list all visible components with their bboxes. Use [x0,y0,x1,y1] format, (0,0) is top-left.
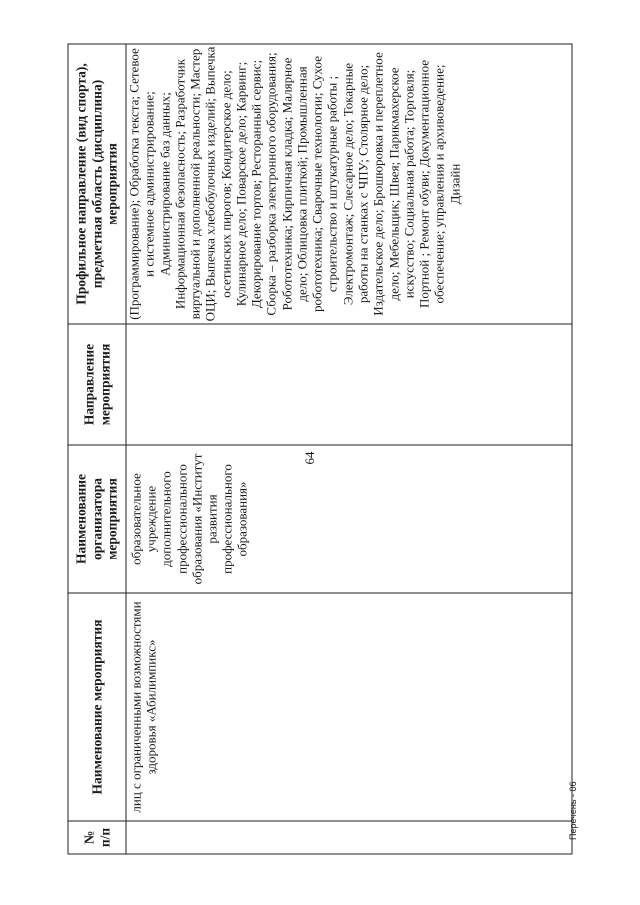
document-table-wrapper [68,45,573,855]
cell-profile: (Программирование); Обработка текста; Сетевое и системное администрирование; Администрирование баз данных; Информационная безопасность; Разработчик виртуальной и дополненной реальности; Мастер ОЦИ; Выпечка хлебобулочных изделий; Выпечка осетинских пирогов; Кондитерское дело; Кулинарное дело; Поварское дело; Карвинг; Декорирование тортов; Ресторанный сервис; Сборка – разборка электронного оборудования; Робототехника; Кирпичная кладка; Малярное дело; Облицовка плиткой; Промышленная робототехника; Сварочные технологии; Сухое строительство и штукатурные работы ; Электромонтаж; Слесарное дело; Токарные работы на станках с ЧПУ; Столярное дело; Издательское дело; Брошюровка и переплетное дело; Мебельщик; Швея; Парикмахерское искусство; Социальная работа; Торговля; Портной ; Ремонт обуви; Документационное обеспечение; управления и архивоведение; Дизайн [126,44,572,324]
footer-note: Перечень - 06 [568,781,578,840]
events-table [68,44,573,855]
cell-direction [126,324,572,445]
header-direction: Направление мероприятия [68,324,126,445]
header-organizer: Наименование организатора мероприятия [68,445,126,593]
table-header-row [68,44,126,854]
header-event-name: Наименование мероприятия [68,593,126,821]
table-row [126,44,572,854]
header-num: № п/п [68,821,126,854]
cell-event-name: лиц с ограниченными возможностями здоровья «Абилимпикс» [126,593,572,821]
header-profile: Профильное направление (вид спорта), предметная область (дисциплина) мероприятия [68,44,126,324]
cell-num [126,821,572,854]
cell-organizer: образовательное учреждение дополнительного профессионального образования «Институт развития профессионального образования» [126,445,572,593]
page-number: 64 [302,451,317,465]
